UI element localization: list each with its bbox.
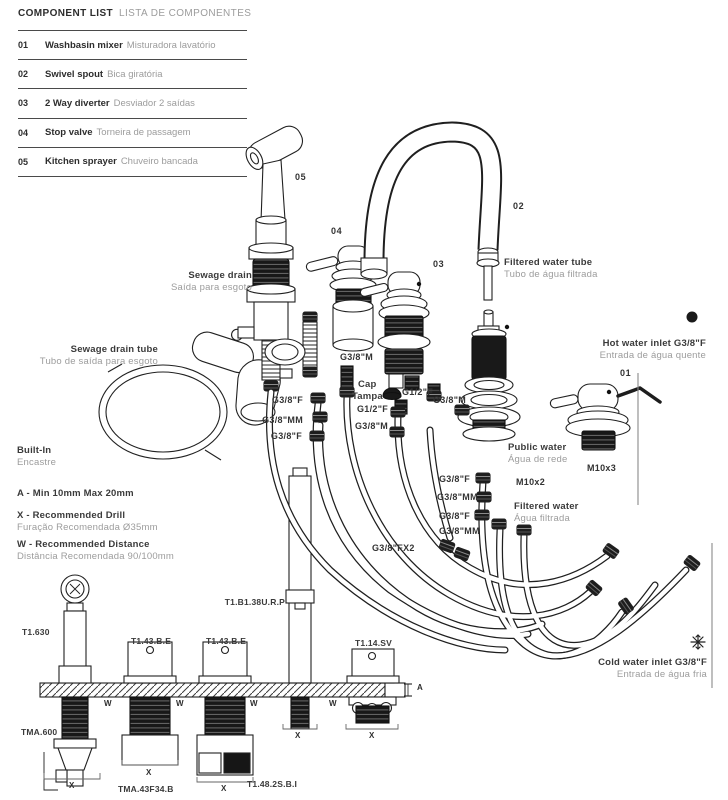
fitting-g38mm-r1: G3/8"MM <box>437 492 478 502</box>
hot-water-inlet-label <box>600 338 706 363</box>
fitting-g38fx2: G3/8"FX2 <box>372 543 415 553</box>
countertop-drawing <box>40 683 412 697</box>
note-x <box>17 510 158 535</box>
fitting-g12f-c: G1/2"F <box>357 404 389 414</box>
dim-x-2: X <box>146 768 152 777</box>
component-row <box>18 59 247 88</box>
note-a: A - Min 10mm Max 20mm <box>17 488 134 499</box>
dim-w-4: W <box>329 699 337 708</box>
fitting-g38mm-l1: G3/8"MM <box>262 415 303 425</box>
fitting-m10x3: M10x3 <box>587 463 617 473</box>
reference-dots <box>417 282 611 394</box>
component-number: 03 <box>18 98 29 109</box>
hot-indicator-icon <box>687 312 698 323</box>
mounted-spout-thread <box>283 697 317 729</box>
model-tma-600: TMA.600 <box>21 727 58 737</box>
note-x-pt: Furação Recomendada Ø35mm <box>17 522 158 534</box>
cold-water-inlet-pt: Entrada de água fria <box>616 669 707 681</box>
component-name-en: Stop valve <box>45 127 93 139</box>
dim-x-4: X <box>295 731 301 740</box>
washbasin-mixer-drawing <box>550 384 630 450</box>
filtered-water-pt: Água filtrada <box>514 513 570 525</box>
sewage-drain-label <box>171 270 252 295</box>
component-list-title <box>18 8 251 19</box>
dim-w-3: W <box>250 699 258 708</box>
model-t1-43be-1: T1.43.B.E <box>131 636 172 646</box>
model-t1-b1-38urp: T1.B1.38U.R.P <box>224 597 285 607</box>
sewage-drain-tube-label <box>40 344 158 369</box>
hot-water-inlet-pt: Entrada de água quente <box>599 350 706 362</box>
component-number: 01 <box>18 40 29 51</box>
sewage-drain-tube-drawing <box>99 364 227 460</box>
built-in-label <box>17 445 56 470</box>
built-in-en: Built-In <box>17 445 52 456</box>
threaded-rod <box>341 366 353 388</box>
filtered-water-label <box>514 501 579 526</box>
filtered-water-tube-pt: Tubo de água filtrada <box>504 269 598 281</box>
component-list-title-en: COMPONENT LIST <box>18 8 114 19</box>
component-name-pt: Chuveiro bancada <box>120 156 198 168</box>
part-ref-05: 05 <box>295 172 307 182</box>
sewage-drain-pt: Saída para esgoto <box>170 282 252 294</box>
snowflake-icon <box>691 635 705 649</box>
mounted-valve-1 <box>122 642 178 765</box>
component-list <box>18 30 247 177</box>
dim-x-1: X <box>69 781 75 790</box>
sewage-drain-en: Sewage drain <box>188 270 252 281</box>
fitting-g38f-r1: G3/8"F <box>439 474 471 484</box>
component-name-en: Washbasin mixer <box>45 39 123 51</box>
public-water-pt: Água de rede <box>508 454 568 466</box>
component-name-pt: Desviador 2 saídas <box>113 97 195 109</box>
public-water-en: Public water <box>508 442 567 453</box>
hex-key-drawing <box>618 388 660 402</box>
part-ref-02: 02 <box>513 201 525 211</box>
filter-cartridge-drawing <box>458 310 520 441</box>
built-in-pt: Encastre <box>17 457 57 469</box>
filtered-water-tube-label <box>504 257 598 282</box>
component-number: 05 <box>18 156 29 167</box>
fitting-g38f-l2: G3/8"F <box>270 431 302 441</box>
model-tma-43f34b: TMA.43F34.B <box>118 784 174 794</box>
component-name-pt: Torneira de passagem <box>96 127 191 139</box>
component-name-pt: Misturadora lavatório <box>126 39 216 51</box>
cold-water-inlet-en: Cold water inlet G3/8"F <box>598 657 707 668</box>
dim-w-1: W <box>104 699 112 708</box>
component-name-en: Kitchen sprayer <box>45 156 117 168</box>
filtered-water-tube-en: Filtered water tube <box>504 257 593 268</box>
part-ref-01: 01 <box>620 368 632 378</box>
fitting-g38f-l1: G3/8"F <box>271 395 303 405</box>
note-w <box>17 539 174 564</box>
note-w-pt: Distância Recomendada 90/100mm <box>17 551 175 563</box>
model-t1-43be-2: T1.43.B.E <box>206 636 247 646</box>
fitting-g38m-b: G3/8"M <box>433 395 467 405</box>
component-name-en: 2 Way diverter <box>45 97 110 109</box>
sewage-drain-tube-en: Sewage drain tube <box>70 344 158 355</box>
dim-x-3: X <box>221 784 227 793</box>
dim-x-5: X <box>369 731 375 740</box>
component-number: 02 <box>18 69 29 80</box>
swivel-spout-drawing <box>361 132 499 300</box>
cap-drawing <box>383 388 401 400</box>
sewage-drain-tube-pt: Tubo de saída para esgoto <box>39 356 158 368</box>
component-row <box>18 30 247 59</box>
cap-label-en: Cap <box>358 379 377 390</box>
hot-water-inlet-en: Hot water inlet G3/8"F <box>602 338 706 349</box>
cold-water-inlet-label <box>598 657 707 682</box>
component-row <box>18 118 247 147</box>
fitting-g38m-d: G3/8"M <box>355 421 389 431</box>
part-ref-04: 04 <box>331 226 343 236</box>
model-t1-630: T1.630 <box>22 627 50 637</box>
component-name-en: Swivel spout <box>45 68 104 80</box>
note-x-en: X - Recommended Drill <box>17 510 126 521</box>
mounted-valve-2 <box>197 642 253 782</box>
filtered-water-en: Filtered water <box>514 501 579 512</box>
part-ref-03: 03 <box>433 259 445 269</box>
component-number: 04 <box>18 127 29 138</box>
component-list-title-pt: LISTA DE COMPONENTES <box>119 8 252 19</box>
model-t1-14sv: T1.14.SV <box>355 638 393 648</box>
spout-column-drawing <box>286 468 314 683</box>
component-row <box>18 88 247 117</box>
component-name-pt: Bica giratória <box>107 68 163 80</box>
model-t1-48-2sbi: T1.48.2S.B.I <box>247 779 298 789</box>
fitting-g38mm-r2: G3/8"MM <box>439 526 480 536</box>
dim-w-2: W <box>176 699 184 708</box>
fitting-g12f-a: G1/2"F <box>402 387 434 397</box>
fitting-m10x2: M10x2 <box>516 477 546 487</box>
component-row <box>18 147 247 176</box>
cap-label-pt: Tampa <box>352 391 383 402</box>
note-w-en: W - Recommended Distance <box>17 539 150 550</box>
dim-a: A <box>417 683 423 692</box>
public-water-label <box>508 442 567 467</box>
fitting-g38m-top: G3/8"M <box>340 352 374 362</box>
fitting-g38f-r2: G3/8"F <box>439 511 471 521</box>
